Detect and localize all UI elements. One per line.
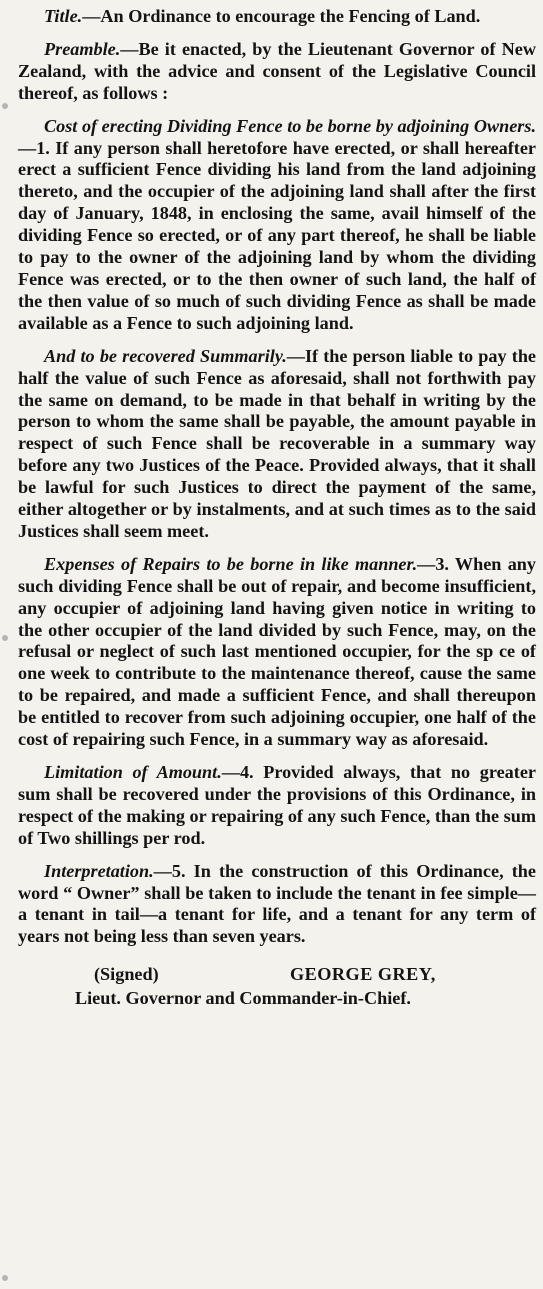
section-heading: Title. [44,6,83,26]
signatory-name: GEORGE GREY, [290,964,436,985]
section-body: —An Ordinance to encourage the Fencing of Land. [82,6,481,26]
section-body: —3. When any such dividing Fence shall be out of repair, and become insufficient, any occupier of adjoining land having given notice in writing to the other occupier of the land divided by such Fence, may, on the refusal or neglect of such last mentioned occupier, for the sp ce of one week to contribute to the maintenance thereof, cause the same to be repaired, and made a sufficient Fence, and shall thereupon be entitled to recover from such adjoining occupier, one half of the cost of repairing such Fence, in a summary way as aforesaid. [18,553,537,750]
section-heading: Interpretation. [44,860,154,881]
paragraph-section-2 [18,346,536,543]
signed-label: (Signed) [94,964,159,985]
paragraph-preamble [18,39,536,105]
section-body: —4. Provided always, that no greater sum shall be recovered under the provisions of this Ordinance, in respect of the making or repairing of any such Fence, than the sum of Two shillings per rod. [18,762,536,848]
paragraph-title [18,6,536,28]
signature-line [18,962,536,986]
section-heading: And to be recovered Summarily. [44,345,287,366]
section-heading: Expenses of Repairs to be borne in like manner. [44,553,418,574]
signatory-title: Lieut. Governor and Commander-in-Chief. [75,988,411,1009]
section-heading: Cost of erecting Dividing Fence to be borne by adjoining Owners. [44,115,536,136]
section-body: —Be it enacted, by the Lieutenant Governor of New Zealand, with the advice and consent of the Legislative Council thereof, as follows : [18,38,536,103]
paragraph-section-3 [18,554,536,751]
paragraph-section-1 [18,116,536,335]
margin-speck [2,1275,8,1281]
section-body: —1. If any person shall heretofore have erected, or shall hereafter erect a sufficient Fence dividing his land from the land adjoining thereto, and the occupier of the adjoining land shall after the first day of January, 1848, in enclosing the same, avail himself of the dividing Fence so erected, or of any part thereof, he shall be liable to pay to the owner of the adjoining land by whom the dividing Fence was erected, or to the then owner of such land, the half of the then value of so much of such dividing Fence as shall be made available as a Fence to such adjoining land. [18,137,536,333]
section-heading: Preamble. [44,38,121,59]
section-body: —5. In the construction of this Ordinance, the word “ Owner” shall be taken to include the tenant in fee simple—a tenant in tail—a tenant for life, and a tenant for any term of years not being less than seven years. [18,860,536,947]
section-body: —If the person liable to pay the half the value of such Fence as aforesaid, shall not forthwith pay the same on demand, to be made in that behalf in writing by the person to whom the same shall be payable, the amount payable in respect of such Fence shall be recoverable in a summary way before any two Justices of the Peace. Provided always, that it shall be lawful for such Justices to direct the payment of the same, either altogether or by instalments, and at such times as to the said Justices shall seem meet. [18,345,536,541]
paragraph-section-5 [18,861,536,949]
ordinance-text [18,6,536,1282]
signature-block [18,962,536,1010]
paragraph-section-4 [18,762,536,850]
margin-speck [2,103,8,109]
section-heading: Limitation of Amount. [44,762,222,782]
margin-speck [2,635,8,641]
